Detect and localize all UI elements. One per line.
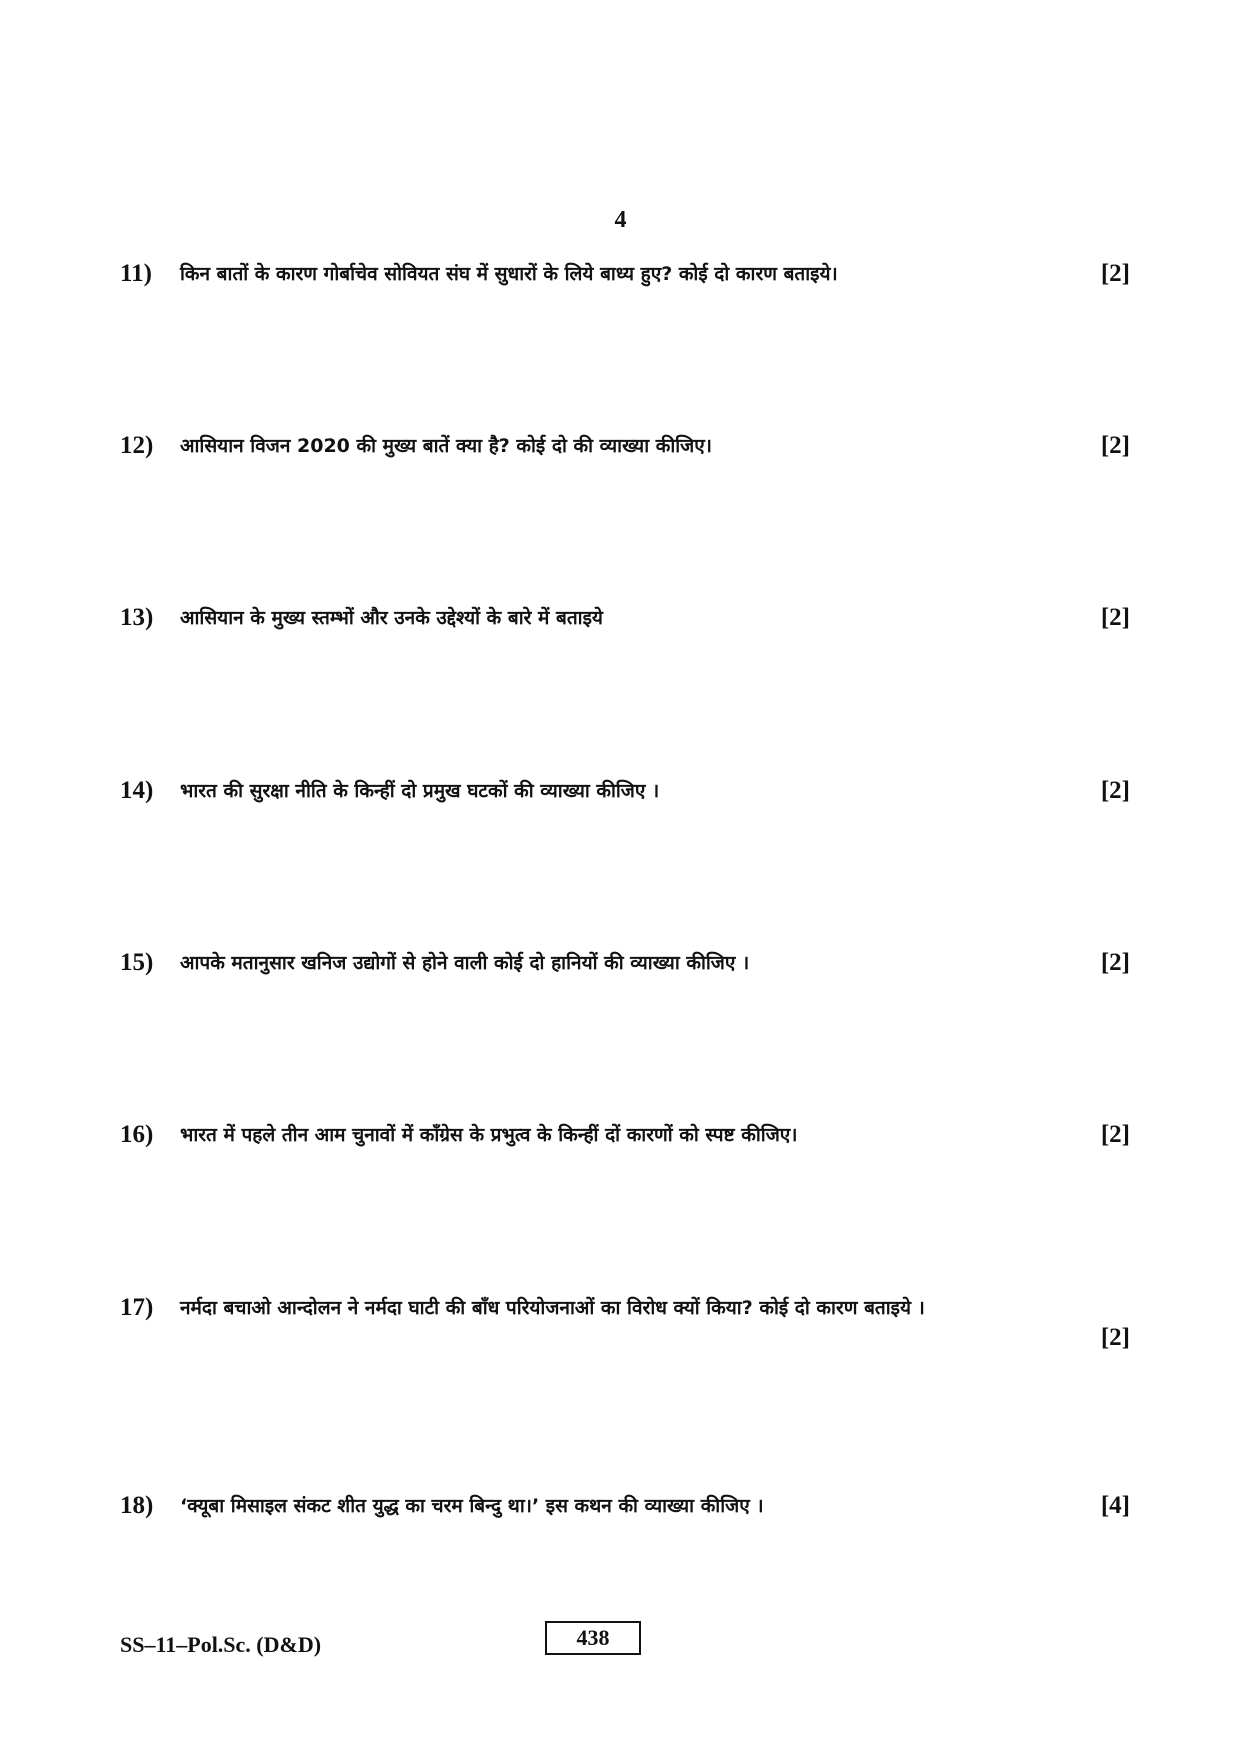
paper-code: SS–11–Pol.Sc. (D&D) bbox=[120, 1632, 322, 1657]
question-15 bbox=[120, 947, 1130, 987]
question-marks: [2] bbox=[1100, 1121, 1130, 1148]
question-number: 15) bbox=[120, 949, 154, 976]
question-text: आसियान के मुख्य स्तम्भों और उनके उद्देश्यों के बारे में बताइये bbox=[180, 607, 603, 629]
question-number: 18) bbox=[120, 1492, 154, 1519]
question-number: 14) bbox=[120, 777, 154, 804]
question-text: आपके मतानुसार खनिज उद्योगों से होने वाली कोई दो हानियों की व्याख्या कीजिए । bbox=[180, 952, 750, 974]
question-18 bbox=[120, 1490, 1130, 1530]
question-16 bbox=[120, 1119, 1130, 1159]
question-14 bbox=[120, 775, 1130, 815]
question-marks: [2] bbox=[1100, 260, 1130, 287]
question-number: 12) bbox=[120, 432, 154, 459]
question-number: 16) bbox=[120, 1121, 154, 1148]
question-marks: [2] bbox=[1100, 604, 1130, 631]
question-text: भारत की सुरक्षा नीति के किन्हीं दो प्रमुख घटकों की व्याख्या कीजिए । bbox=[180, 780, 660, 802]
question-text: किन बातों के कारण गोर्बाचेव सोवियत संघ में सुधारों के लिये बाध्य हुए? कोई दो कारण बताइये। bbox=[180, 263, 838, 285]
question-marks: [2] bbox=[1100, 1324, 1130, 1351]
question-number: 17) bbox=[120, 1294, 154, 1321]
question-text: भारत में पहले तीन आम चुनावों में काँग्रेस के प्रभुत्व के किन्हीं दों कारणों को स्पष्ट कीजिए। bbox=[180, 1124, 798, 1146]
question-13 bbox=[120, 602, 1130, 642]
question-number: 13) bbox=[120, 604, 154, 631]
question-text: आसियान विजन 2020 की मुख्य बातें क्या है? कोई दो की व्याख्या कीजिए। bbox=[180, 435, 712, 457]
question-marks: [4] bbox=[1100, 1492, 1130, 1519]
question-text: ‘क्यूबा मिसाइल संकट शीत युद्ध का चरम बिन्दु था।’ इस कथन की व्याख्या कीजिए । bbox=[180, 1495, 764, 1517]
question-12 bbox=[120, 430, 1130, 470]
question-17 bbox=[120, 1292, 1130, 1362]
page-number: 4 bbox=[614, 207, 627, 233]
question-marks: [2] bbox=[1100, 949, 1130, 976]
question-marks: [2] bbox=[1100, 777, 1130, 804]
question-marks: [2] bbox=[1100, 432, 1130, 459]
question-text: नर्मदा बचाओ आन्दोलन ने नर्मदा घाटी की बाँध परियोजनाओं का विरोध क्यों किया? कोई दो कारण बताइये । bbox=[180, 1297, 925, 1319]
question-number: 11) bbox=[120, 260, 152, 287]
page-serial-box: 438 bbox=[545, 1621, 641, 1655]
question-11 bbox=[120, 258, 1130, 298]
